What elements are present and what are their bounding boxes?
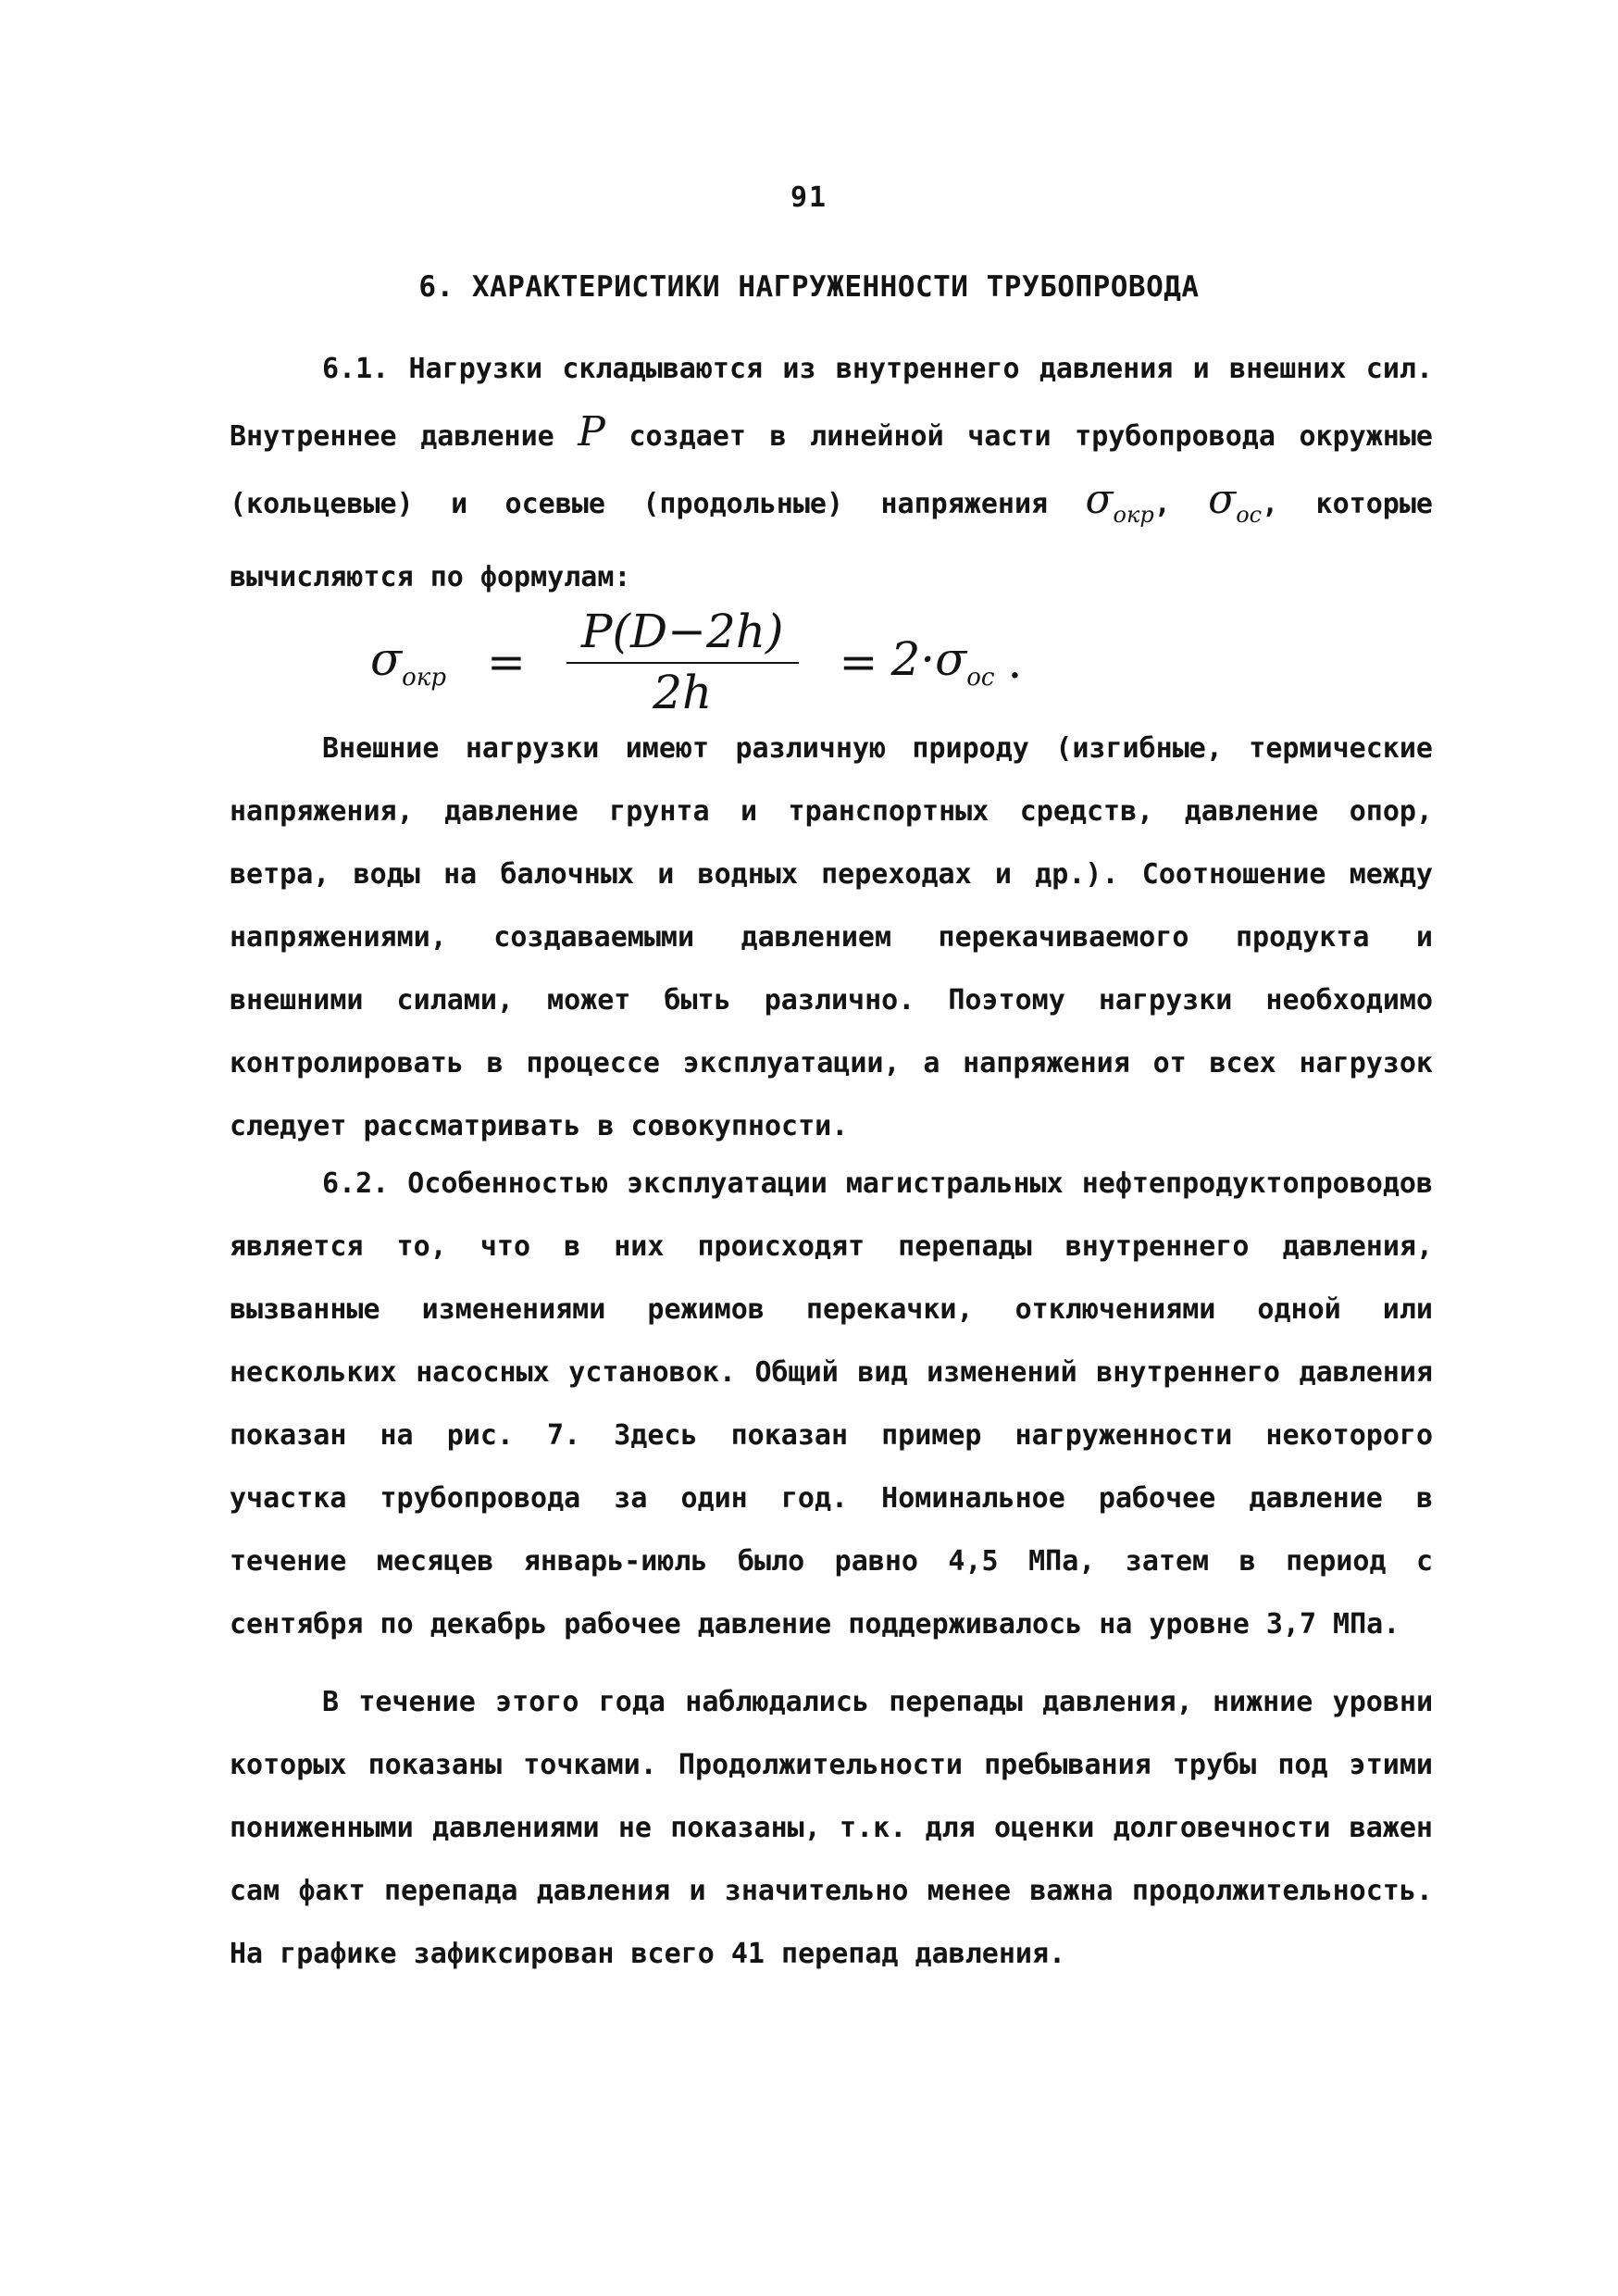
formula-rhs: $2\cdot\sigma_{ос}$ <box>890 632 995 692</box>
page-number: 91 <box>790 181 828 214</box>
hoop-stress-formula <box>370 606 1035 718</box>
section-heading: 6. ХАРАКТЕРИСТИКИ НАГРУЖЕННОСТИ ТРУБОПРОВОДА <box>418 270 1200 304</box>
paragraph-pressure-drops: В течение этого года наблюдались перепады давления, нижние уровни которых показаны точками. Продолжительности пребывания трубы под этими пониженными давлениями не показаны, т.к. для оценки долговечности важен сам факт перепада давления и значительно менее важна продолжительность. На графике зафиксирован всего 41 перепад давления. <box>230 1686 1433 1970</box>
symbol-separator: , <box>1153 488 1171 520</box>
paragraph-6-1-mid: создает в линейной части трубопровода окружные (кольцевые) и осевые (продольные) напряжения <box>230 420 1433 520</box>
formula-equals-1: = <box>486 635 526 689</box>
formula-fraction <box>566 605 799 719</box>
formula-end: . <box>1007 635 1023 689</box>
paragraph-6-1-end: , которые вычисляются по формулам: <box>230 488 1433 593</box>
paragraph-external-loads: Внешние нагрузки имеют различную природу (изгибные, термические напряжения, давление грунта и транспортных средств, давление опор, ветра, воды на балочных и водных переходах и др.). Соотношение между напряжениями, создаваемыми давлением перекачиваемого продукта и внешними силами, может быть различно. Поэтому нагрузки необходимо контролировать в процессе эксплуатации, а напряжения от всех нагрузок следует рассматривать в совокупности. <box>230 732 1433 1142</box>
paragraph-6-1 <box>230 338 1433 609</box>
formula-equals-2: = <box>839 635 878 689</box>
sigma-hoop-symbol: $\sigma_{окр}$ <box>1085 476 1154 528</box>
paragraph-6-1-start: 6.1. Нагрузки складываются из внутреннего давления и внешних сил. Внутреннее давление <box>230 353 1433 453</box>
paragraph-6-2: 6.2. Особенностью эксплуатации магистральных нефтепродуктопроводов является то, что в них происходят перепады внутреннего давления, вызванные изменениями режимов перекачки, отключениями одной или нескольких насосных установок. Общий вид изменений внутреннего давления показан на рис. 7. Здесь показан пример нагруженности некоторого участка трубопровода за один год. Номинальное рабочее давление в течение месяцев январь-июль было равно 4,5 МПа, затем в период с сентября по декабрь рабочее давление поддерживалось на уровне 3,7 МПа. <box>230 1167 1433 1641</box>
sigma-axial-symbol: $\sigma_{ос}$ <box>1208 476 1263 528</box>
formula-numerator: P(D−2h) <box>566 605 799 664</box>
formula-lhs: $\sigma_{окр}$ <box>370 632 446 692</box>
pressure-symbol: P <box>578 408 605 455</box>
formula-denominator: 2h <box>653 666 713 719</box>
